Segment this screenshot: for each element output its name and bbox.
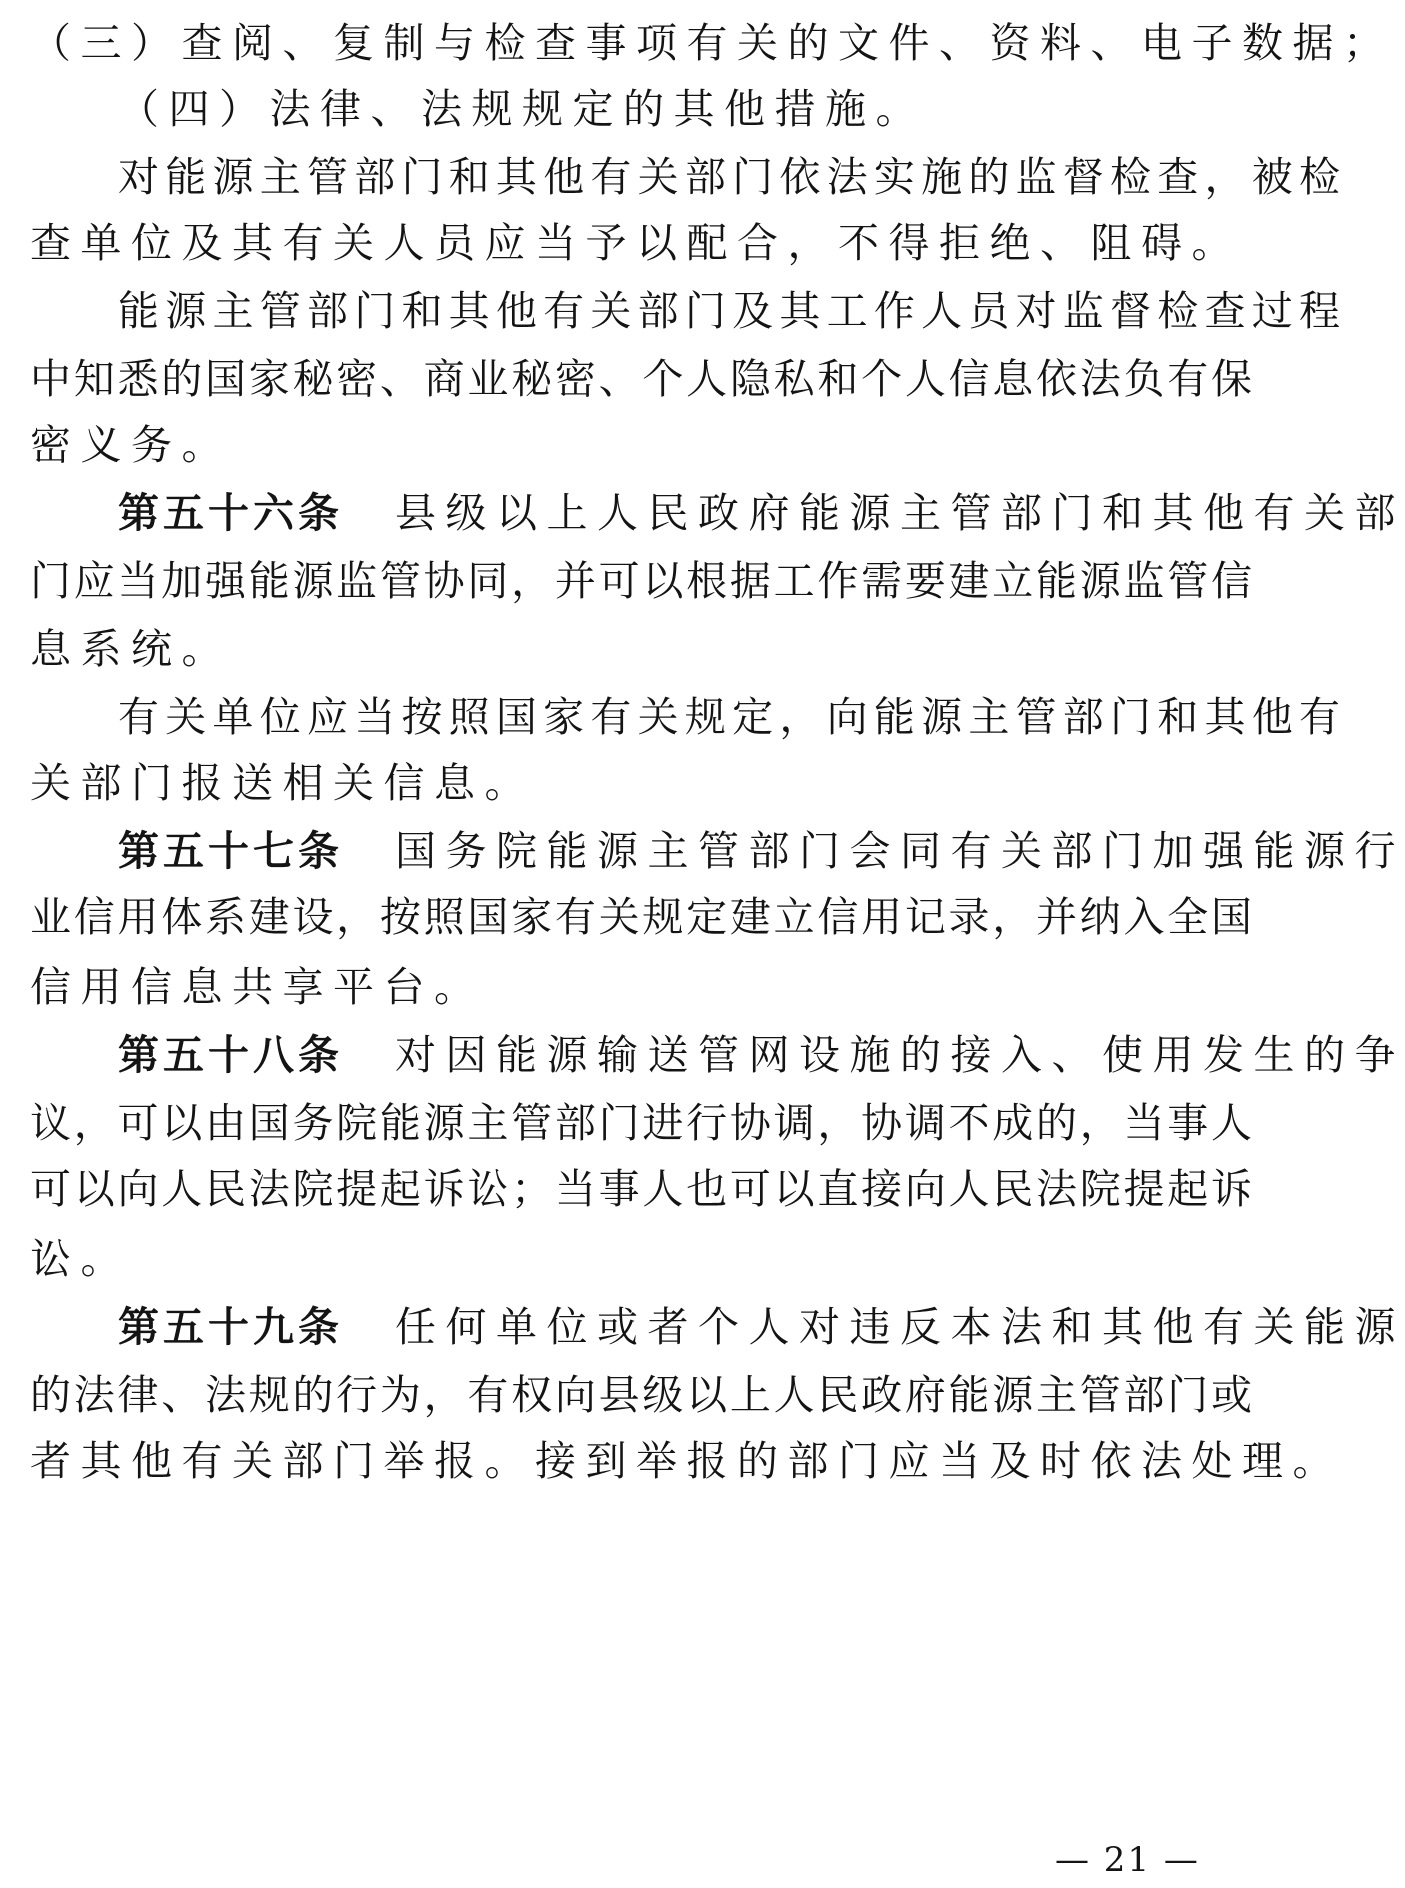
article-text: 国务院能源主管部门会同有关部门加强能源行 — [395, 827, 1405, 875]
paragraph-line: 可以向人民法院提起诉讼；当事人也可以直接向人民法院提起诉 — [30, 1165, 1252, 1213]
paragraph-line: 密义务。 — [30, 421, 232, 469]
paragraph-line: 议，可以由国务院能源主管部门进行协调，协调不成的，当事人 — [30, 1099, 1252, 1147]
paragraph-line: （四）法律、法规规定的其他措施。 — [118, 85, 926, 133]
paragraph-line: 有关单位应当按照国家有关规定，向能源主管部门和其他有 — [118, 693, 1340, 741]
article-number: 第五十六条 — [118, 489, 343, 537]
article-text: 对因能源输送管网设施的接入、使用发生的争 — [395, 1031, 1405, 1079]
article-number: 第五十七条 — [118, 827, 343, 875]
paragraph-line: 查单位及其有关人员应当予以配合，不得拒绝、阻碍。 — [30, 219, 1242, 267]
paragraph-line: 讼。 — [30, 1235, 131, 1283]
paragraph-line: 息系统。 — [30, 625, 232, 673]
article-number: 第五十九条 — [118, 1303, 343, 1351]
paragraph-line: 关部门报送相关信息。 — [30, 759, 535, 807]
article-text: 县级以上人民政府能源主管部门和其他有关部 — [395, 489, 1405, 537]
paragraph-line: 的法律、法规的行为，有权向县级以上人民政府能源主管部门或 — [30, 1371, 1252, 1419]
page-number: — 21 — — [1055, 1840, 1200, 1880]
paragraph-line: 者其他有关部门举报。接到举报的部门应当及时依法处理。 — [30, 1437, 1343, 1485]
paragraph-line: 信用信息共享平台。 — [30, 963, 485, 1011]
paragraph-line: 门应当加强能源监管协同，并可以根据工作需要建立能源监管信 — [30, 557, 1252, 605]
paragraph-line: 中知悉的国家秘密、商业秘密、个人隐私和个人信息依法负有保 — [30, 355, 1252, 403]
paragraph-line: 业信用体系建设，按照国家有关规定建立信用记录，并纳入全国 — [30, 893, 1252, 941]
paragraph-line: （三）查阅、复制与检查事项有关的文件、资料、电子数据； — [30, 19, 1394, 67]
article-text: 任何单位或者个人对违反本法和其他有关能源 — [395, 1303, 1405, 1351]
article-number: 第五十八条 — [118, 1031, 343, 1079]
paragraph-line: 能源主管部门和其他有关部门及其工作人员对监督检查过程 — [118, 287, 1340, 335]
paragraph-line: 对能源主管部门和其他有关部门依法实施的监督检查，被检 — [118, 153, 1340, 201]
